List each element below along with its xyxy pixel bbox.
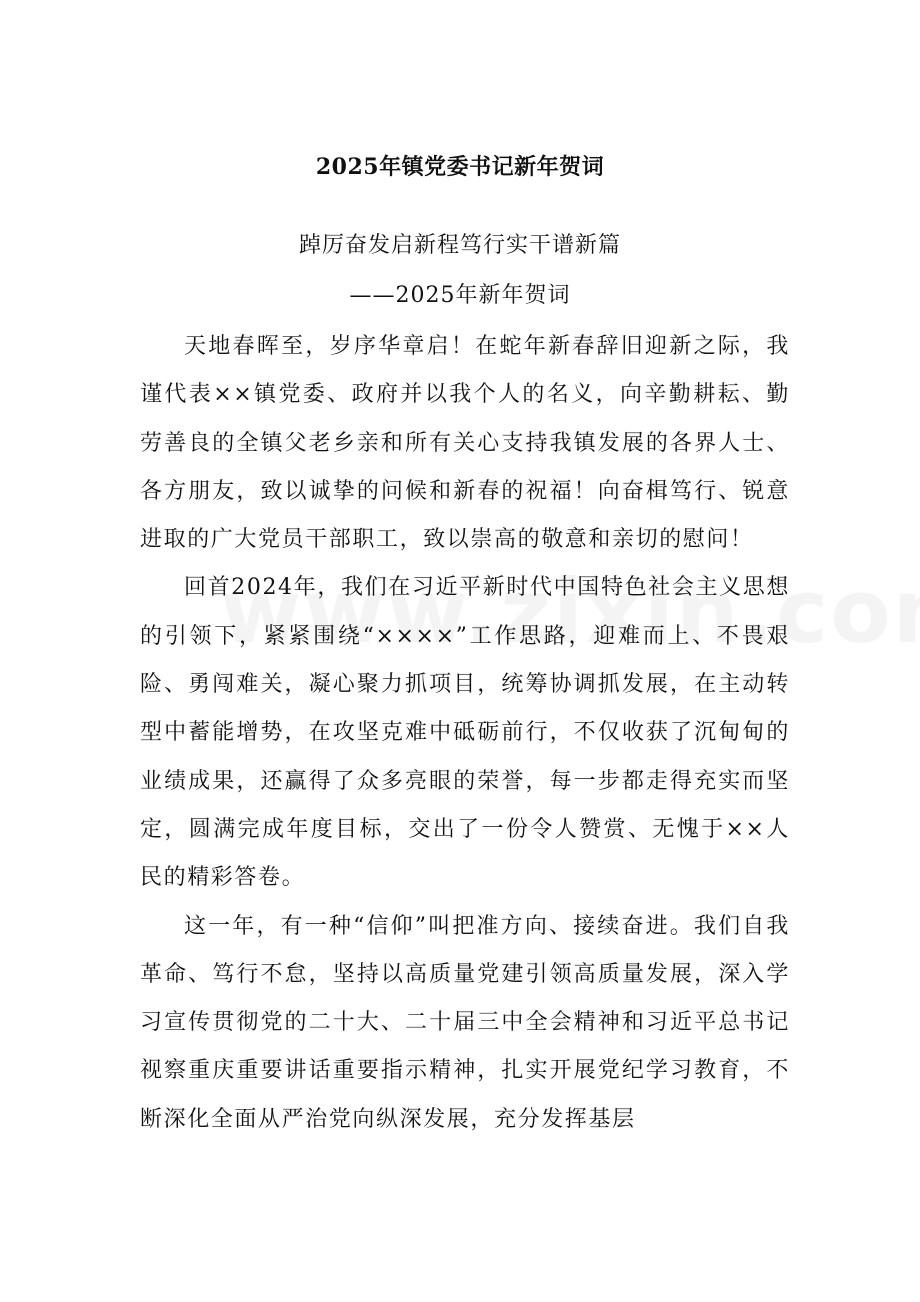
body-paragraph-2: 回首2024年，我们在习近平新时代中国特色社会主义思想的引领下，紧紧围绕“××××”工作思路，迎难而上、不畏艰险、勇闯难关，凝心聚力抓项目，统筹协调抓发展，在主动转型中蓄能增势，在攻坚克难中砥砺前行，不仅收获了沉甸甸的业绩成果，还赢得了众多亮眼的荣誉，每一步都走得充实而坚定，圆满完成年度目标，交出了一份令人赞赏、无愧于××人民的精彩答卷。 bbox=[140, 575, 790, 891]
document-title: 2025年镇党委书记新年贺词 bbox=[315, 154, 605, 180]
body-paragraph-1: 天地春晖至，岁序华章启！在蛇年新春辞旧迎新之际，我谨代表××镇党委、政府并以我个人的名义，向辛勤耕耘、勤劳善良的全镇父老乡亲和所有关心支持我镇发展的各界人士、各方朋友，致以诚挚的问候和新春的祝福！向奋楫笃行、锐意进取的广大党员干部职工，致以崇高的敬意和亲切的慰问！ bbox=[140, 334, 790, 553]
document-body bbox=[140, 323, 790, 1144]
body-paragraph-3: 这一年，有一种“信仰”叫把准方向、接续奋进。我们自我革命、笃行不怠，坚持以高质量党建引领高质量发展，深入学习宣传贯彻党的二十大、二十届三中全会精神和习近平总书记视察重庆重要讲话重要指示精神，扎实开展党纪学习教育，不断深化全面从严治党向纵深发展，充分发挥基层 bbox=[140, 913, 790, 1132]
document-subtitle: 踔厉奋发启新程笃行实干谱新篇 bbox=[298, 233, 621, 258]
document-subtitle-dateline: ——2025年新年贺词 bbox=[349, 283, 571, 308]
